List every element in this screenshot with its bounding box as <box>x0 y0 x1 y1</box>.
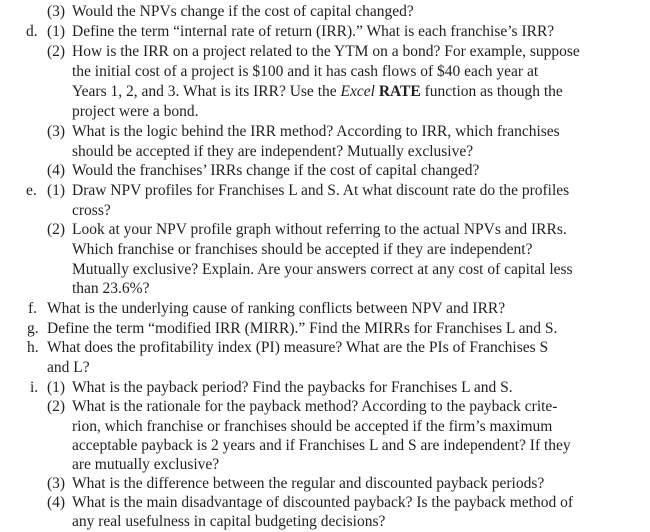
excel-italic-text: Excel <box>340 83 375 100</box>
question-text: are mutually exclusive? <box>72 456 220 473</box>
question-text: should be accepted if they are independent? Mutually exclusive? <box>72 143 474 160</box>
question-text: cross? <box>72 202 111 219</box>
question-h-letter: h. <box>27 339 39 356</box>
question-text: What is the logic behind the IRR method? According to IRR, which franchises <box>72 123 560 140</box>
item-number: (1) <box>47 379 66 396</box>
item-number: (2) <box>47 43 66 60</box>
question-text: Mutually exclusive? Explain. Are your answers correct at any cost of capital less <box>72 261 573 278</box>
question-text: Years 1, 2, and 3. What is its IRR? Use the <box>72 83 341 100</box>
question-text-line <box>72 82 563 102</box>
question-text: Define the term “modified IRR (MIRR).” Find the MIRRs for Franchises L and S. <box>47 320 558 337</box>
question-g-letter: g. <box>27 320 39 337</box>
question-text: the initial cost of a project is $100 and it has cash flows of $40 each year at <box>72 63 539 80</box>
question-text: How is the IRR on a project related to the YTM on a bond? For example, suppose <box>72 43 580 60</box>
question-text: What is the rationale for the payback method? According to the payback crite- <box>72 398 558 415</box>
item-number: (4) <box>47 162 66 179</box>
question-text: rion, which franchise or franchises should be accepted if the firm’s maximum <box>72 418 553 435</box>
question-text: function as though the <box>420 83 563 100</box>
rate-bold-text: RATE <box>378 83 421 100</box>
question-text: any real usefulness in capital budgeting decisions? <box>72 513 386 530</box>
question-text: Draw NPV profiles for Franchises L and S. At what discount rate do the profiles <box>72 182 570 199</box>
question-c3-text-line <box>72 2 414 22</box>
question-text: acceptable payback is 2 years and if Franchises L and S are independent? If they <box>72 437 571 454</box>
question-text: Would the NPVs change if the cost of capital changed? <box>72 3 414 20</box>
question-text: What is the payback period? Find the paybacks for Franchises L and S. <box>72 379 513 396</box>
question-text: and L? <box>47 359 90 376</box>
item-number: (3) <box>47 475 66 492</box>
question-text: Look at your NPV profile graph without referring to the actual NPVs and IRRs. <box>72 221 567 238</box>
question-text: project were a bond. <box>72 103 199 120</box>
item-number: (3) <box>47 123 66 140</box>
question-text: What is the difference between the regular and discounted payback periods? <box>72 475 545 492</box>
question-text: What does the profitability index (PI) measure? What are the PIs of Franchises S <box>47 339 549 356</box>
question-text: Define the term “internal rate of return (IRR).” What is each franchise’s IRR? <box>72 23 555 40</box>
item-number: (1) <box>47 182 66 199</box>
question-d-letter: d. <box>26 23 38 40</box>
question-text: than 23.6%? <box>72 280 150 297</box>
question-f-letter: f. <box>28 300 38 317</box>
question-c3 <box>47 2 65 22</box>
question-text: What is the main disadvantage of discounted payback? Is the payback method of <box>72 494 574 511</box>
item-number: (1) <box>47 23 66 40</box>
question-text: Would the franchises’ IRRs change if the cost of capital changed? <box>72 162 480 179</box>
item-number: (3) <box>47 3 66 20</box>
question-i-letter: i. <box>30 379 39 396</box>
question-text: What is the underlying cause of ranking conflicts between NPV and IRR? <box>47 300 506 317</box>
question-text: Which franchise or franchises should be accepted if they are independent? <box>72 241 533 258</box>
item-number: (2) <box>47 398 66 415</box>
item-number: (2) <box>47 221 66 238</box>
question-e-letter: e. <box>26 182 37 199</box>
item-number: (4) <box>47 494 66 511</box>
